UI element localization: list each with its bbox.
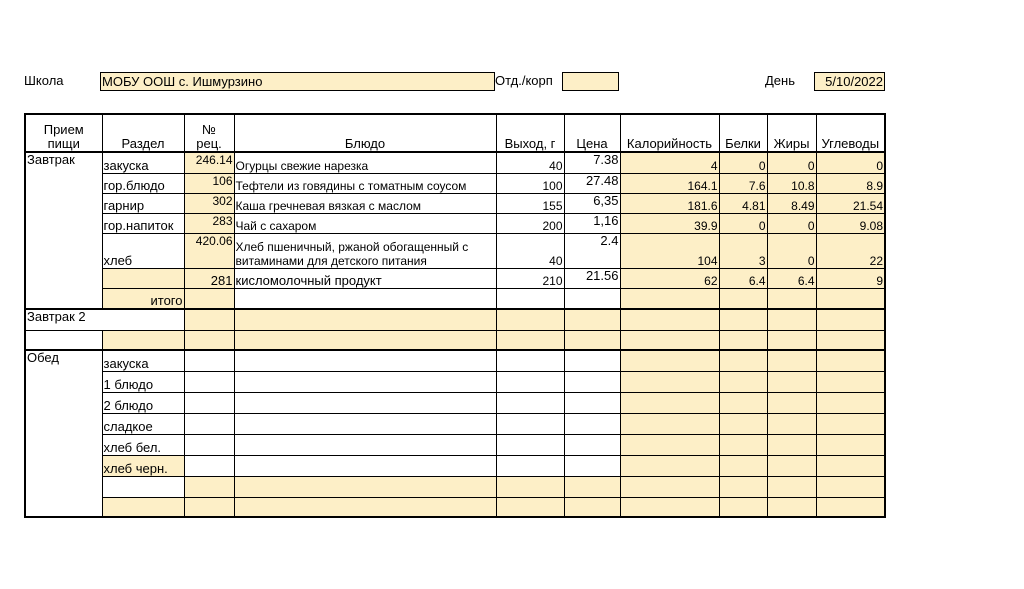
dish-cell[interactable] xyxy=(234,497,496,517)
kcal-cell[interactable] xyxy=(620,476,719,497)
empty-cell[interactable] xyxy=(620,309,719,330)
table-row xyxy=(25,309,885,330)
dish-cell[interactable]: Огурцы свежие нарезка xyxy=(234,152,496,173)
carbs-cell[interactable]: 22 xyxy=(816,233,885,268)
table-row xyxy=(25,268,885,288)
empty-cell[interactable] xyxy=(234,330,496,350)
recipe-cell[interactable] xyxy=(184,497,234,517)
carbs-cell[interactable] xyxy=(816,434,885,455)
fat-cell[interactable] xyxy=(767,392,816,413)
kcal-cell[interactable]: 39.9 xyxy=(620,213,719,233)
empty-cell[interactable] xyxy=(496,309,564,330)
fat-cell[interactable] xyxy=(767,371,816,392)
price-cell[interactable]: 7.38 xyxy=(564,152,620,173)
dish-line: витаминами для детского питания xyxy=(235,253,427,268)
kcal-cell[interactable]: 62 xyxy=(620,268,719,288)
section-cell[interactable]: сладкое xyxy=(102,413,184,434)
recipe-cell[interactable] xyxy=(184,350,234,371)
dish-cell[interactable] xyxy=(234,350,496,371)
section-cell[interactable]: закуска xyxy=(102,350,184,371)
menu-table xyxy=(24,113,886,518)
header-section: Раздел xyxy=(102,114,184,152)
empty-cell[interactable] xyxy=(719,309,767,330)
section-cell[interactable]: гор.блюдо xyxy=(102,173,184,193)
section-cell[interactable]: 1 блюдо xyxy=(102,371,184,392)
carbs-cell[interactable]: 9 xyxy=(816,268,885,288)
price-cell[interactable] xyxy=(564,413,620,434)
header-price: Цена xyxy=(564,114,620,152)
dish-cell[interactable] xyxy=(234,476,496,497)
empty-cell[interactable] xyxy=(564,309,620,330)
dish-cell[interactable]: Тефтели из говядины с томатным соусом xyxy=(234,173,496,193)
kcal-cell[interactable]: 4 xyxy=(620,152,719,173)
empty-cell[interactable] xyxy=(620,330,719,350)
section-cell[interactable]: закуска xyxy=(102,152,184,173)
kcal-cell[interactable] xyxy=(620,288,719,309)
price-cell[interactable]: 21.56 xyxy=(564,268,620,288)
protein-cell[interactable]: 0 xyxy=(719,152,767,173)
yield-cell[interactable] xyxy=(496,455,564,476)
yield-cell[interactable] xyxy=(496,350,564,371)
recipe-cell[interactable] xyxy=(184,455,234,476)
empty-cell[interactable] xyxy=(234,309,496,330)
carbs-cell[interactable]: 8.9 xyxy=(816,173,885,193)
protein-cell[interactable] xyxy=(719,497,767,517)
header-dish: Блюдо xyxy=(234,114,496,152)
price-cell[interactable]: 27.48 xyxy=(564,173,620,193)
carbs-cell[interactable] xyxy=(816,371,885,392)
kcal-cell[interactable] xyxy=(620,413,719,434)
empty-cell[interactable] xyxy=(767,330,816,350)
yield-cell[interactable] xyxy=(496,288,564,309)
section-cell[interactable] xyxy=(102,268,184,288)
recipe-cell[interactable]: 302 xyxy=(184,193,234,213)
protein-cell[interactable]: 0 xyxy=(719,213,767,233)
fat-cell[interactable] xyxy=(767,413,816,434)
recipe-cell[interactable]: 283 xyxy=(184,213,234,233)
fat-cell[interactable]: 0 xyxy=(767,213,816,233)
protein-cell[interactable] xyxy=(719,434,767,455)
dish-line: Хлеб пшеничный, ржаной обогащенный с xyxy=(235,239,469,254)
dept-field[interactable] xyxy=(562,72,619,91)
kcal-cell[interactable] xyxy=(620,371,719,392)
price-cell[interactable]: 1,16 xyxy=(564,213,620,233)
dish-cell[interactable]: Каша гречневая вязкая с маслом xyxy=(234,193,496,213)
meal-breakfast: Завтрак xyxy=(25,152,102,309)
section-cell[interactable] xyxy=(102,476,184,497)
yield-cell[interactable] xyxy=(496,434,564,455)
empty-cell[interactable] xyxy=(564,330,620,350)
header-recipe-line: рец. xyxy=(196,136,222,151)
recipe-cell[interactable] xyxy=(184,392,234,413)
dept-label: Отд./корп xyxy=(495,73,553,88)
kcal-cell[interactable]: 181.6 xyxy=(620,193,719,213)
price-cell[interactable] xyxy=(564,288,620,309)
recipe-cell[interactable]: 420.06 xyxy=(184,233,234,268)
dish-cell[interactable] xyxy=(234,434,496,455)
table-row xyxy=(25,233,885,268)
yield-cell[interactable]: 155 xyxy=(496,193,564,213)
price-cell[interactable]: 6,35 xyxy=(564,193,620,213)
protein-cell[interactable] xyxy=(719,455,767,476)
yield-cell[interactable]: 100 xyxy=(496,173,564,193)
kcal-cell[interactable]: 104 xyxy=(620,233,719,268)
carbs-cell[interactable]: 21.54 xyxy=(816,193,885,213)
price-cell[interactable] xyxy=(564,392,620,413)
protein-cell[interactable]: 6.4 xyxy=(719,268,767,288)
yield-cell[interactable] xyxy=(496,476,564,497)
recipe-cell[interactable] xyxy=(184,476,234,497)
fat-cell[interactable] xyxy=(767,434,816,455)
header-fat: Жиры xyxy=(767,114,816,152)
protein-cell[interactable] xyxy=(719,413,767,434)
recipe-cell[interactable] xyxy=(184,371,234,392)
fat-cell[interactable]: 0 xyxy=(767,152,816,173)
recipe-cell[interactable]: 281 xyxy=(184,268,234,288)
empty-cell[interactable] xyxy=(184,309,234,330)
carbs-cell[interactable] xyxy=(816,455,885,476)
header-yield: Выход, г xyxy=(496,114,564,152)
fat-cell[interactable] xyxy=(767,476,816,497)
protein-cell[interactable]: 7.6 xyxy=(719,173,767,193)
price-cell[interactable] xyxy=(564,497,620,517)
price-cell[interactable] xyxy=(564,434,620,455)
protein-cell[interactable]: 4.81 xyxy=(719,193,767,213)
price-cell[interactable] xyxy=(564,476,620,497)
dish-cell[interactable] xyxy=(234,392,496,413)
table-row xyxy=(25,392,885,413)
carbs-cell[interactable] xyxy=(816,497,885,517)
meal-lunch: Обед xyxy=(25,350,102,517)
yield-cell[interactable]: 200 xyxy=(496,213,564,233)
section-cell[interactable]: гор.напиток xyxy=(102,213,184,233)
table-row xyxy=(25,434,885,455)
recipe-cell[interactable]: 106 xyxy=(184,173,234,193)
school-field[interactable]: МОБУ ООШ с. Ишмурзино xyxy=(100,72,495,91)
fat-cell[interactable] xyxy=(767,288,816,309)
carbs-cell[interactable]: 9.08 xyxy=(816,213,885,233)
fat-cell[interactable]: 10.8 xyxy=(767,173,816,193)
fat-cell[interactable]: 8.49 xyxy=(767,193,816,213)
section-cell[interactable]: итого xyxy=(102,288,184,309)
kcal-cell[interactable]: 164.1 xyxy=(620,173,719,193)
carbs-cell[interactable] xyxy=(816,413,885,434)
dish-cell[interactable] xyxy=(234,413,496,434)
protein-cell[interactable] xyxy=(719,371,767,392)
table-row xyxy=(25,288,885,309)
yield-cell[interactable]: 210 xyxy=(496,268,564,288)
dish-cell[interactable]: кисломолочный продукт xyxy=(234,268,496,288)
section-cell[interactable]: хлеб бел. xyxy=(102,434,184,455)
header-meal-line: пищи xyxy=(47,136,80,151)
protein-cell[interactable]: 3 xyxy=(719,233,767,268)
dish-cell[interactable] xyxy=(234,455,496,476)
price-cell[interactable]: 2.4 xyxy=(564,233,620,268)
table-row xyxy=(25,476,885,497)
yield-cell[interactable] xyxy=(496,413,564,434)
empty-cell[interactable] xyxy=(496,330,564,350)
section-cell[interactable] xyxy=(102,497,184,517)
table-row xyxy=(25,213,885,233)
table-row xyxy=(25,413,885,434)
table-row xyxy=(25,350,885,371)
header-meal xyxy=(25,114,102,152)
carbs-cell[interactable] xyxy=(816,350,885,371)
header-carbs: Углеводы xyxy=(816,114,885,152)
day-label: День xyxy=(765,73,795,88)
recipe-cell[interactable] xyxy=(184,288,234,309)
school-label: Школа xyxy=(24,73,64,88)
dish-cell[interactable] xyxy=(234,288,496,309)
table-row xyxy=(25,173,885,193)
price-cell[interactable] xyxy=(564,371,620,392)
dish-cell[interactable] xyxy=(234,371,496,392)
header-protein: Белки xyxy=(719,114,767,152)
empty-cell[interactable] xyxy=(719,330,767,350)
header-kcal: Калорийность xyxy=(620,114,719,152)
table-row xyxy=(25,193,885,213)
table-row xyxy=(25,152,885,173)
fat-cell[interactable] xyxy=(767,455,816,476)
empty-cell[interactable] xyxy=(184,330,234,350)
table-row xyxy=(25,497,885,517)
empty-cell[interactable] xyxy=(816,330,885,350)
recipe-cell[interactable] xyxy=(184,413,234,434)
carbs-cell[interactable] xyxy=(816,392,885,413)
protein-cell[interactable] xyxy=(719,288,767,309)
kcal-cell[interactable] xyxy=(620,434,719,455)
protein-cell[interactable] xyxy=(719,392,767,413)
dish-cell[interactable]: Чай с сахаром xyxy=(234,213,496,233)
yield-cell[interactable] xyxy=(496,392,564,413)
recipe-cell[interactable] xyxy=(184,434,234,455)
dish-cell[interactable] xyxy=(234,233,496,268)
kcal-cell[interactable] xyxy=(620,392,719,413)
section-cell[interactable]: гарнир xyxy=(102,193,184,213)
price-cell[interactable] xyxy=(564,455,620,476)
kcal-cell[interactable] xyxy=(620,350,719,371)
yield-cell[interactable] xyxy=(496,497,564,517)
carbs-cell[interactable] xyxy=(816,288,885,309)
carbs-cell[interactable] xyxy=(816,476,885,497)
fat-cell[interactable]: 6.4 xyxy=(767,268,816,288)
protein-cell[interactable] xyxy=(719,476,767,497)
carbs-cell[interactable]: 0 xyxy=(816,152,885,173)
recipe-cell[interactable]: 246.14 xyxy=(184,152,234,173)
fat-cell[interactable] xyxy=(767,350,816,371)
empty-cell[interactable] xyxy=(102,330,184,350)
table-row xyxy=(25,455,885,476)
header-recipe xyxy=(184,114,234,152)
fat-cell[interactable] xyxy=(767,497,816,517)
price-cell[interactable] xyxy=(564,350,620,371)
header-recipe-line: № xyxy=(202,122,216,137)
meal-cell[interactable] xyxy=(25,330,102,350)
empty-cell[interactable] xyxy=(816,309,885,330)
fat-cell[interactable]: 0 xyxy=(767,233,816,268)
protein-cell[interactable] xyxy=(719,350,767,371)
table-row xyxy=(25,114,885,152)
section-cell[interactable]: 2 блюдо xyxy=(102,392,184,413)
header-meal-line: Прием xyxy=(43,122,84,137)
empty-cell[interactable] xyxy=(767,309,816,330)
table-row xyxy=(25,330,885,350)
yield-cell[interactable]: 40 xyxy=(496,152,564,173)
day-field[interactable]: 5/10/2022 xyxy=(814,72,885,91)
yield-cell[interactable]: 40 xyxy=(496,233,564,268)
section-cell[interactable]: хлеб xyxy=(102,233,184,268)
kcal-cell[interactable] xyxy=(620,497,719,517)
meal-breakfast2: Завтрак 2 xyxy=(25,309,184,330)
table-row xyxy=(25,371,885,392)
kcal-cell[interactable] xyxy=(620,455,719,476)
yield-cell[interactable] xyxy=(496,371,564,392)
section-cell[interactable]: хлеб черн. xyxy=(102,455,184,476)
